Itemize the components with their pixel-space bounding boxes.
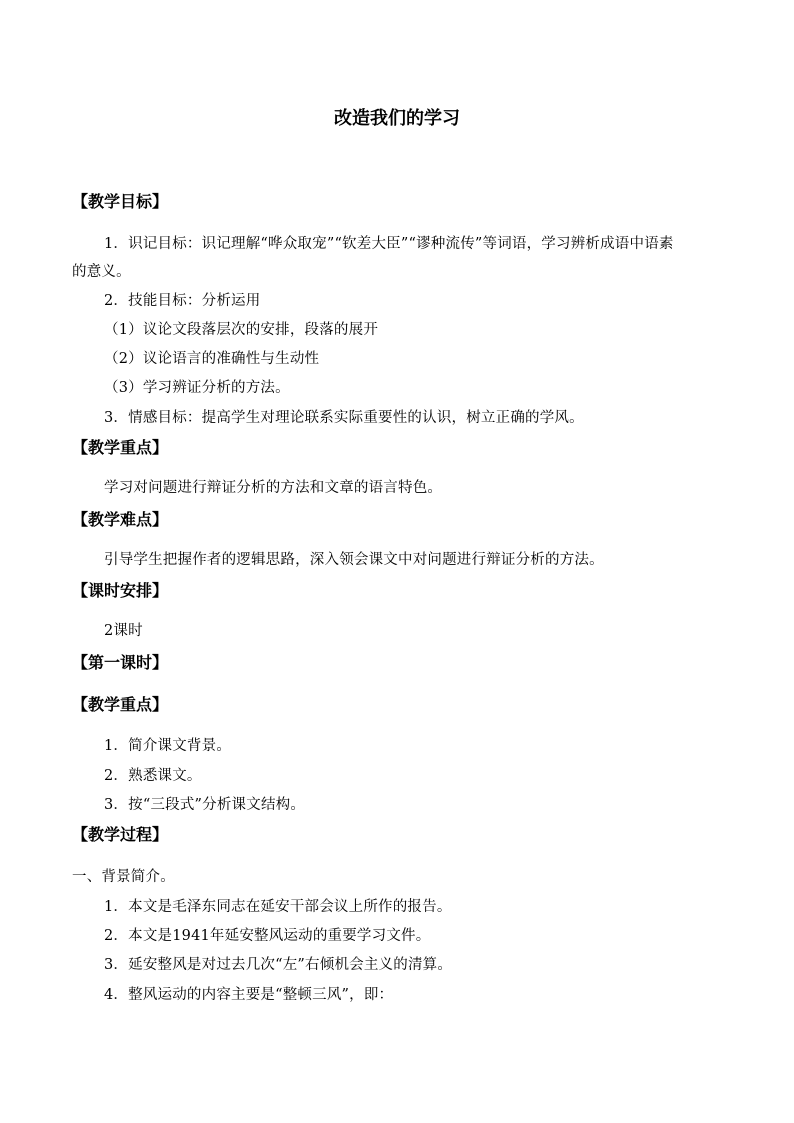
key-heading: 【教学重点】 xyxy=(72,438,169,457)
process-item4: 4．整风运动的内容主要是“整顿三风”，即： xyxy=(104,987,394,1003)
goal2-item1: （1）议论文段落层次的安排，段落的展开 xyxy=(104,322,379,338)
key2-heading: 【教学重点】 xyxy=(72,695,169,714)
goal1-line1: 1．识记目标：识记理解“哗众取宠”“钦差大臣”“谬种流传”等词语，学习辨析成语中语素 xyxy=(104,236,674,252)
process-item3: 3．延安整风是对过去几次“左”右倾机会主义的清算。 xyxy=(104,957,453,973)
process-heading: 【教学过程】 xyxy=(72,825,169,844)
process-item1: 1．本文是毛泽东同志在延安干部会议上所作的报告。 xyxy=(104,899,452,915)
goal2: 2．技能目标：分析运用 xyxy=(104,293,261,309)
key2-item3: 3．按“三段式”分析课文结构。 xyxy=(104,797,306,813)
process-sub1: 一、背景简介。 xyxy=(72,869,175,885)
lesson1-heading: 【第一课时】 xyxy=(72,653,169,672)
key2-item2: 2．熟悉课文。 xyxy=(104,768,202,784)
difficulty-text: 引导学生把握作者的逻辑思路，深入领会课文中对问题进行辩证分析的方法。 xyxy=(104,552,604,568)
process-item2: 2．本文是1941年延安整风运动的重要学习文件。 xyxy=(104,928,431,944)
schedule-text: 2课时 xyxy=(104,623,143,639)
page-title: 改造我们的学习 xyxy=(334,108,460,129)
key-text: 学习对问题进行辩证分析的方法和文章的语言特色。 xyxy=(104,480,443,496)
goal2-item2: （2）议论语言的准确性与生动性 xyxy=(104,351,320,367)
schedule-heading: 【课时安排】 xyxy=(72,581,169,600)
goal3: 3．情感目标：提高学生对理论联系实际重要性的认识，树立正确的学风。 xyxy=(104,410,584,426)
goal2-item3: （3）学习辨证分析的方法。 xyxy=(104,380,290,396)
goals-heading: 【教学目标】 xyxy=(72,192,169,211)
key2-item1: 1．简介课文背景。 xyxy=(104,738,232,754)
difficulty-heading: 【教学难点】 xyxy=(72,510,169,529)
goal1-line2: 的意义。 xyxy=(72,264,131,280)
